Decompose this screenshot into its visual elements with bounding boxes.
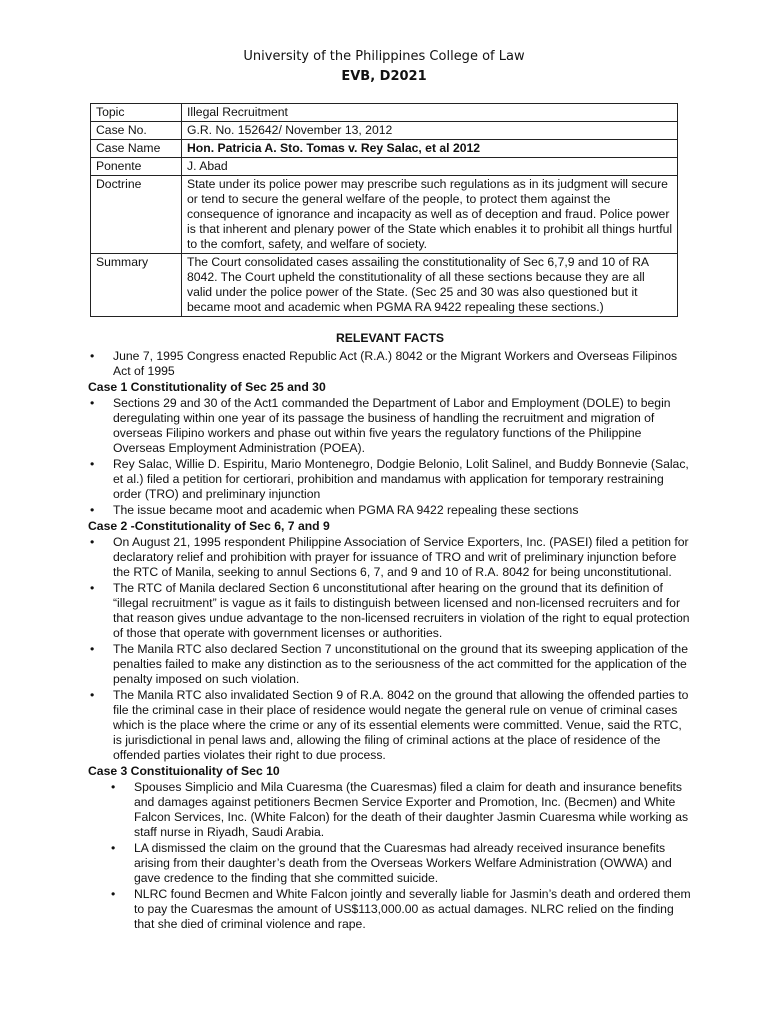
case-3-heading: Case 3 Constituionality of Sec 10 <box>88 764 280 778</box>
case-1-heading: Case 1 Constitutionality of Sec 25 and 30 <box>88 380 326 394</box>
case-2-list <box>88 535 692 763</box>
list-item <box>88 581 692 641</box>
row-key: Topic <box>91 104 182 122</box>
list-item <box>88 780 692 840</box>
bullet-icon: • <box>111 780 116 794</box>
case-3-list <box>88 780 692 932</box>
row-value: G.R. No. 152642/ November 13, 2012 <box>182 122 678 140</box>
section-title: RELEVANT FACTS <box>335 331 445 345</box>
list-item <box>88 841 692 886</box>
list-item-text: NLRC found Becmen and White Falcon jointly and severally liable for Jasmin’s death and ordered them to pay the Cuaresmas the amount of US$113,000.00 as actual damages. NLRC relied on the finding that she died of criminal violence and rape. <box>134 887 691 931</box>
list-item <box>88 457 692 502</box>
bullet-icon: • <box>90 349 95 363</box>
list-item <box>88 396 692 456</box>
list-item-text: Rey Salac, Willie D. Espiritu, Mario Montenegro, Dodgie Belonio, Lolit Salinel, and Buddy Bonnevie (Salac, et al.) filed a petition for certiorari, prohibition and mandamus with application for temporary restraining order (TRO) and preliminary injunction <box>113 457 689 501</box>
bullet-icon: • <box>90 535 95 549</box>
row-key: Case No. <box>91 122 182 140</box>
row-key: Summary <box>91 254 182 317</box>
list-item <box>88 642 692 687</box>
list-item <box>88 503 692 518</box>
row-key: Case Name <box>91 140 182 158</box>
bullet-icon: • <box>90 457 95 471</box>
row-key: Ponente <box>91 158 182 176</box>
bullet-icon: • <box>90 503 95 517</box>
table-row-summary <box>91 254 678 317</box>
table-row-case-no <box>91 122 678 140</box>
table-row-topic <box>91 104 678 122</box>
list-item-text: On August 21, 1995 respondent Philippine Association of Service Exporters, Inc. (PASEI) filed a petition for declaratory relief and prohibition with prayer for issuance of TRO and writ of preliminary injunction before the RTC of Manila, seeking to annul Sections 6, 7, and 9 and 10 of R.A. 8042 for being unconstitutional. <box>113 535 689 579</box>
intro-list <box>88 349 692 379</box>
relevant-facts-section <box>88 331 692 933</box>
row-value: J. Abad <box>182 158 678 176</box>
list-item-text: LA dismissed the claim on the ground that the Cuaresmas had already received insurance benefits arising from their daughter’s death from the Overseas Workers Welfare Administration (OWWA) and gave credence to the finding that she committed suicide. <box>134 841 672 885</box>
list-item-text: The Manila RTC also declared Section 7 unconstitutional on the ground that its sweeping application of the penalties failed to make any distinction as to the seriousness of the act committed for the application of the penalty imposed on such violation. <box>113 642 688 686</box>
list-item <box>88 535 692 580</box>
table-row-ponente <box>91 158 678 176</box>
table-row-doctrine <box>91 176 678 254</box>
bullet-icon: • <box>90 688 95 702</box>
list-item <box>88 887 692 932</box>
header-school-name: University of the Philippines College of Law <box>243 49 525 64</box>
row-value: State under its police power may prescribe such regulations as in its judgment will secure or tend to secure the general welfare of the people, to protect them against the consequence of ignorance and incapacity as well as of deception and fraud. Police power is that inherent and plenary power of the State which enables it to prohibit all things hurtful to the comfort, safety, and welfare of society. <box>182 176 678 254</box>
list-item-text: Spouses Simplicio and Mila Cuaresma (the Cuaresmas) filed a claim for death and insurance benefits and damages against petitioners Becmen Service Exporter and Promotion, Inc. (Becmen) and White Falcon Services, Inc. (White Falcon) for the death of their daughter Jasmin Cuaresma while working as staff nurse in Riyadh, Saudi Arabia. <box>134 780 689 839</box>
bullet-icon: • <box>111 887 116 901</box>
row-value: Hon. Patricia A. Sto. Tomas v. Rey Salac, et al 2012 <box>182 140 678 158</box>
row-value: The Court consolidated cases assailing the constitutionality of Sec 6,7,9 and 10 of RA 8042. The Court upheld the constitutionality of all these sections because they are all valid under the police power of the State. (Sec 25 and 30 was also questioned but it became moot and academic when PGMA RA 9422 repealing these sections.) <box>182 254 678 317</box>
case-info-table <box>90 103 678 317</box>
bullet-icon: • <box>90 581 95 595</box>
list-item <box>88 688 692 763</box>
header-author-code: EVB, D2021 <box>341 69 427 84</box>
list-item-text: The issue became moot and academic when PGMA RA 9422 repealing these sections <box>113 503 579 517</box>
row-key: Doctrine <box>91 176 182 254</box>
list-item-text: The RTC of Manila declared Section 6 unconstitutional after hearing on the ground that its definition of “illegal recruitment” is vague as it fails to distinguish between licensed and non-licensed recruiters and for that reason gives undue advantage to the non-licensed recruiters in violation of the right to equal protection of those that operate with government licenses or authorities. <box>113 581 690 640</box>
list-item-text: June 7, 1995 Congress enacted Republic Act (R.A.) 8042 or the Migrant Workers and Overseas Filipinos Act of 1995 <box>113 349 678 378</box>
list-item <box>88 349 692 379</box>
row-value: Illegal Recruitment <box>182 104 678 122</box>
list-item-text: Sections 29 and 30 of the Act1 commanded the Department of Labor and Employment (DOLE) to begin deregulating within one year of its passage the business of handling the recruitment and migration of overseas Filipino workers and phase out within five years the regulatory functions of the Philippine Overseas Employment Administration (POEA). <box>113 396 671 455</box>
bullet-icon: • <box>90 396 95 410</box>
case-1-list <box>88 396 692 518</box>
case-2-heading: Case 2 -Constitutionality of Sec 6, 7 and 9 <box>88 519 330 533</box>
bullet-icon: • <box>90 642 95 656</box>
bullet-icon: • <box>111 841 116 855</box>
list-item-text: The Manila RTC also invalidated Section 9 of R.A. 8042 on the ground that allowing the offended parties to file the criminal case in their place of residence would negate the general rule on venue of criminal cases which is the place where the crime or any of its essential elements were committed. Venue, said the RTC, is jurisdictional in penal laws and, allowing the filing of criminal actions at the place of residence of the offended parties violates their right to due process. <box>113 688 689 762</box>
table-row-case-name <box>91 140 678 158</box>
